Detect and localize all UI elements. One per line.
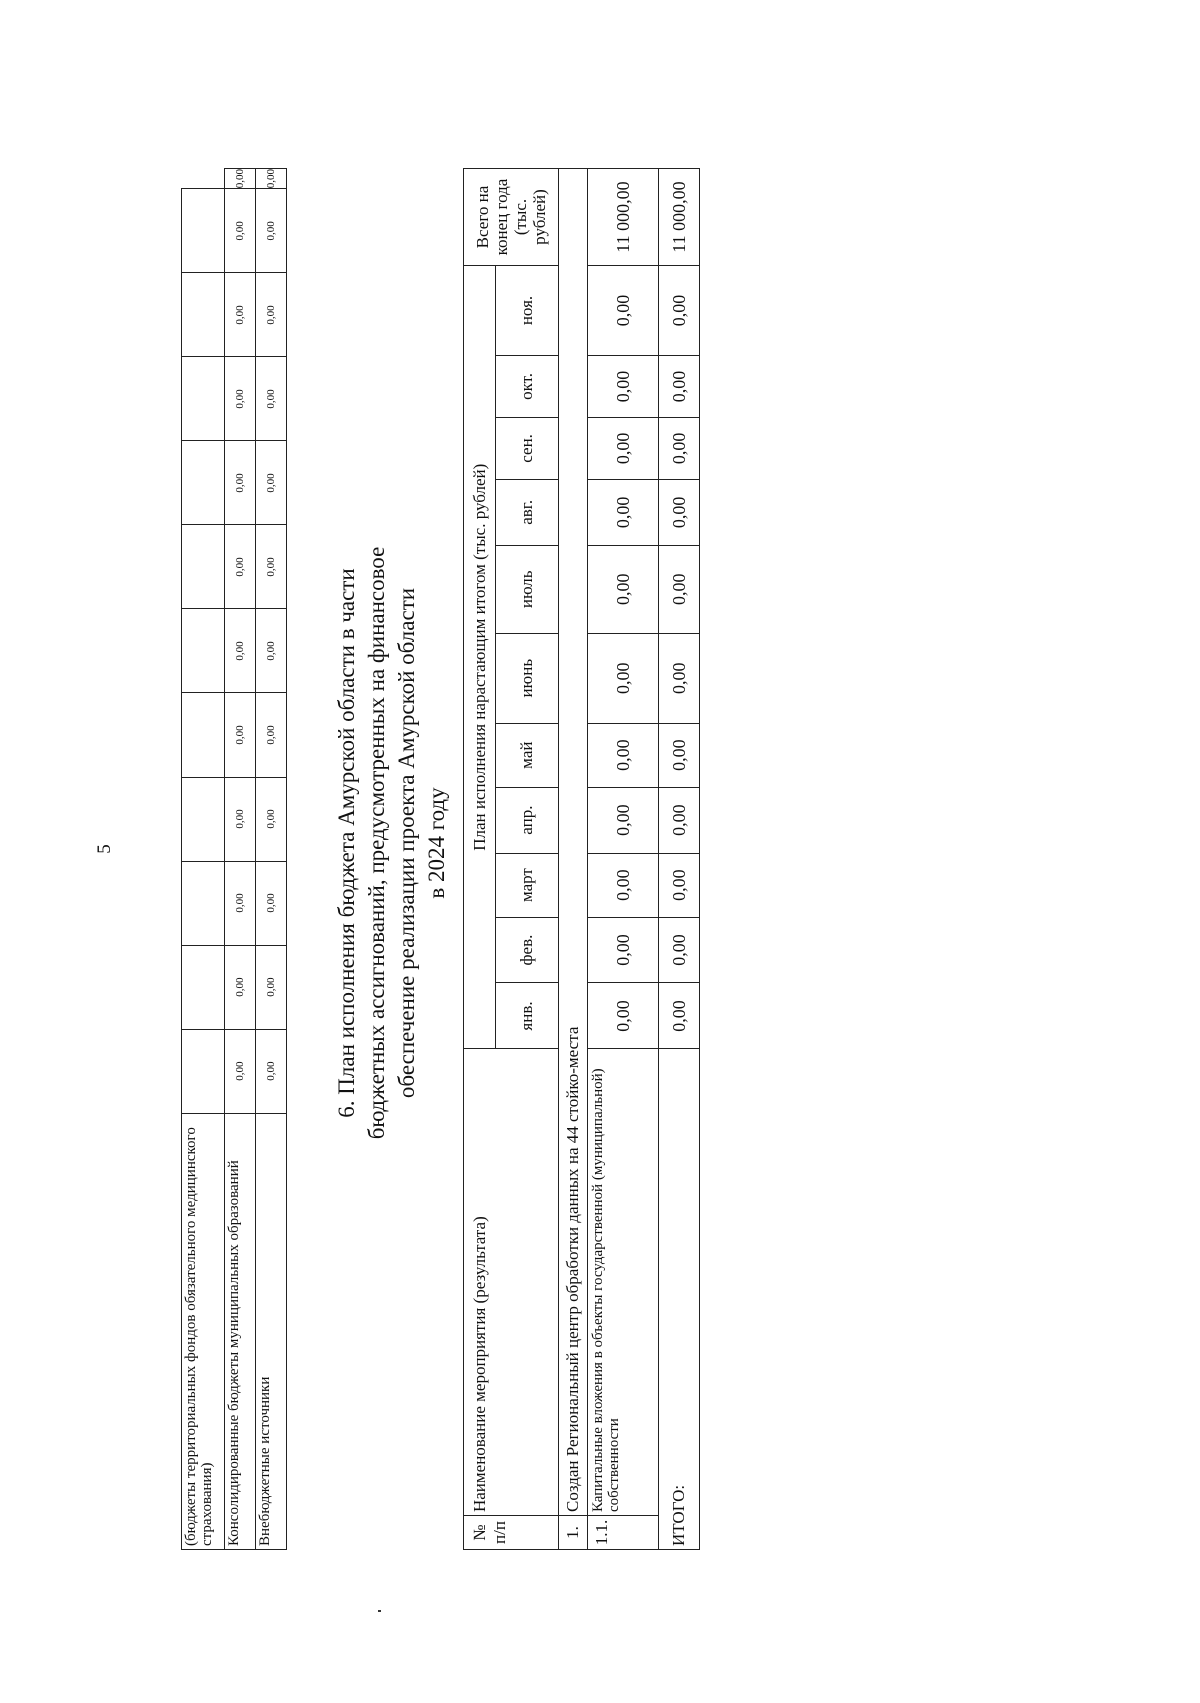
table-row [588,169,659,1550]
value-cell: 0,00 [256,273,287,357]
page-number: 5 [94,844,115,854]
value-cell [182,525,225,609]
value-cell: 0,00 [225,861,256,945]
header-row [464,169,496,1550]
sources-row [182,169,225,1550]
value-cell: 0,00 [256,441,287,525]
title-line: в 2024 году [424,787,449,899]
value-cell: 0,00 [256,169,287,189]
value-cell: 0,00 [225,441,256,525]
value-cell [182,441,225,525]
value-cell: 0,00 [659,787,700,853]
value-cell: 0,00 [659,479,700,545]
value-cell [182,273,225,357]
value-cell: 0,00 [256,609,287,693]
month-header: май [496,723,559,787]
value-cell: 0,00 [659,723,700,787]
value-cell: 0,00 [588,355,659,417]
plan-table [463,168,700,1550]
title-line: обеспечение реализации проекта Амурской области [394,587,419,1099]
month-header: окт. [496,355,559,417]
total-cell: 11 000,00 [659,169,700,266]
value-cell: 0,00 [659,355,700,417]
section-title [332,383,452,1303]
source-label: Внебюджетные источники [256,1113,287,1549]
total-label: ИТОГО: [659,1049,700,1550]
month-header: июль [496,545,559,633]
title-line: 6. План исполнения бюджета Амурской области в части [334,568,359,1118]
result-row [559,169,588,1550]
value-cell [182,693,225,777]
value-cell: 0,00 [659,545,700,633]
col-plan-header: План исполнения нарастающим итогом (тыс. рублей) [464,266,496,1049]
value-cell [182,1029,225,1113]
month-header: июнь [496,633,559,723]
value-cell [182,357,225,441]
month-header: март [496,853,559,917]
value-cell: 0,00 [256,861,287,945]
value-cell: 0,00 [225,777,256,861]
total-cell: 11 000,00 [588,169,659,266]
value-cell: 0,00 [225,169,256,189]
value-cell: 0,00 [256,189,287,273]
col-num-header: № п/п [464,1516,559,1550]
source-label: (бюджеты территориальных фондов обязательного медицинского страхования) [182,1113,225,1549]
value-cell: 0,00 [225,945,256,1029]
value-cell: 0,00 [588,633,659,723]
value-cell: 0,00 [256,777,287,861]
value-cell: 0,00 [225,273,256,357]
value-cell: 0,00 [588,479,659,545]
result-num: 1. [559,1516,588,1550]
value-cell: 0,00 [588,917,659,983]
value-cell: 0,00 [588,853,659,917]
value-cell: 0,00 [256,357,287,441]
value-cell: 0,00 [225,693,256,777]
value-cell: 0,00 [659,853,700,917]
value-cell: 0,00 [225,1029,256,1113]
value-cell: 0,00 [225,357,256,441]
value-cell: 0,00 [256,693,287,777]
value-cell: 0,00 [225,609,256,693]
value-cell: 0,00 [225,189,256,273]
value-cell: 0,00 [659,417,700,479]
value-cell: 0,00 [659,983,700,1049]
sources-row [225,169,256,1550]
value-cell: 0,00 [588,417,659,479]
value-cell: 0,00 [256,1029,287,1113]
value-cell: 0,00 [256,945,287,1029]
value-cell: 0,00 [588,266,659,356]
row-num: 1.1. [588,1516,659,1550]
col-total-header: Всего на конец года (тыс. рублей) [464,169,559,266]
title-line: бюджетных ассигнований, предусмотренных на финансовое [364,546,389,1140]
value-cell: 0,00 [588,983,659,1049]
value-cell [182,609,225,693]
sources-table [181,168,287,1550]
value-cell [182,777,225,861]
value-cell: 0,00 [659,917,700,983]
month-header: янв. [496,983,559,1049]
month-header: авг. [496,479,559,545]
value-cell: 0,00 [659,633,700,723]
sources-row [256,169,287,1550]
value-cell [182,945,225,1029]
value-cell: 0,00 [588,545,659,633]
value-cell: 0,00 [588,787,659,853]
month-header: апр. [496,787,559,853]
value-cell [182,861,225,945]
month-header: ноя. [496,266,559,356]
result-text: Создан Региональный центр обработки данных на 44 стойко-места [559,169,588,1516]
source-label: Консолидированные бюджеты муниципальных образований [225,1113,256,1549]
value-cell [182,189,225,273]
value-cell: 0,00 [225,525,256,609]
total-row [659,169,700,1550]
month-header: сен. [496,417,559,479]
value-cell: 0,00 [659,266,700,356]
row-name: Капитальные вложения в объекты государственной (муниципальной) собственности [588,1049,659,1516]
value-cell: 0,00 [256,525,287,609]
value-cell: 0,00 [588,723,659,787]
col-name-header: Наименование мероприятия (результата) [464,1049,559,1516]
month-header: фев. [496,917,559,983]
